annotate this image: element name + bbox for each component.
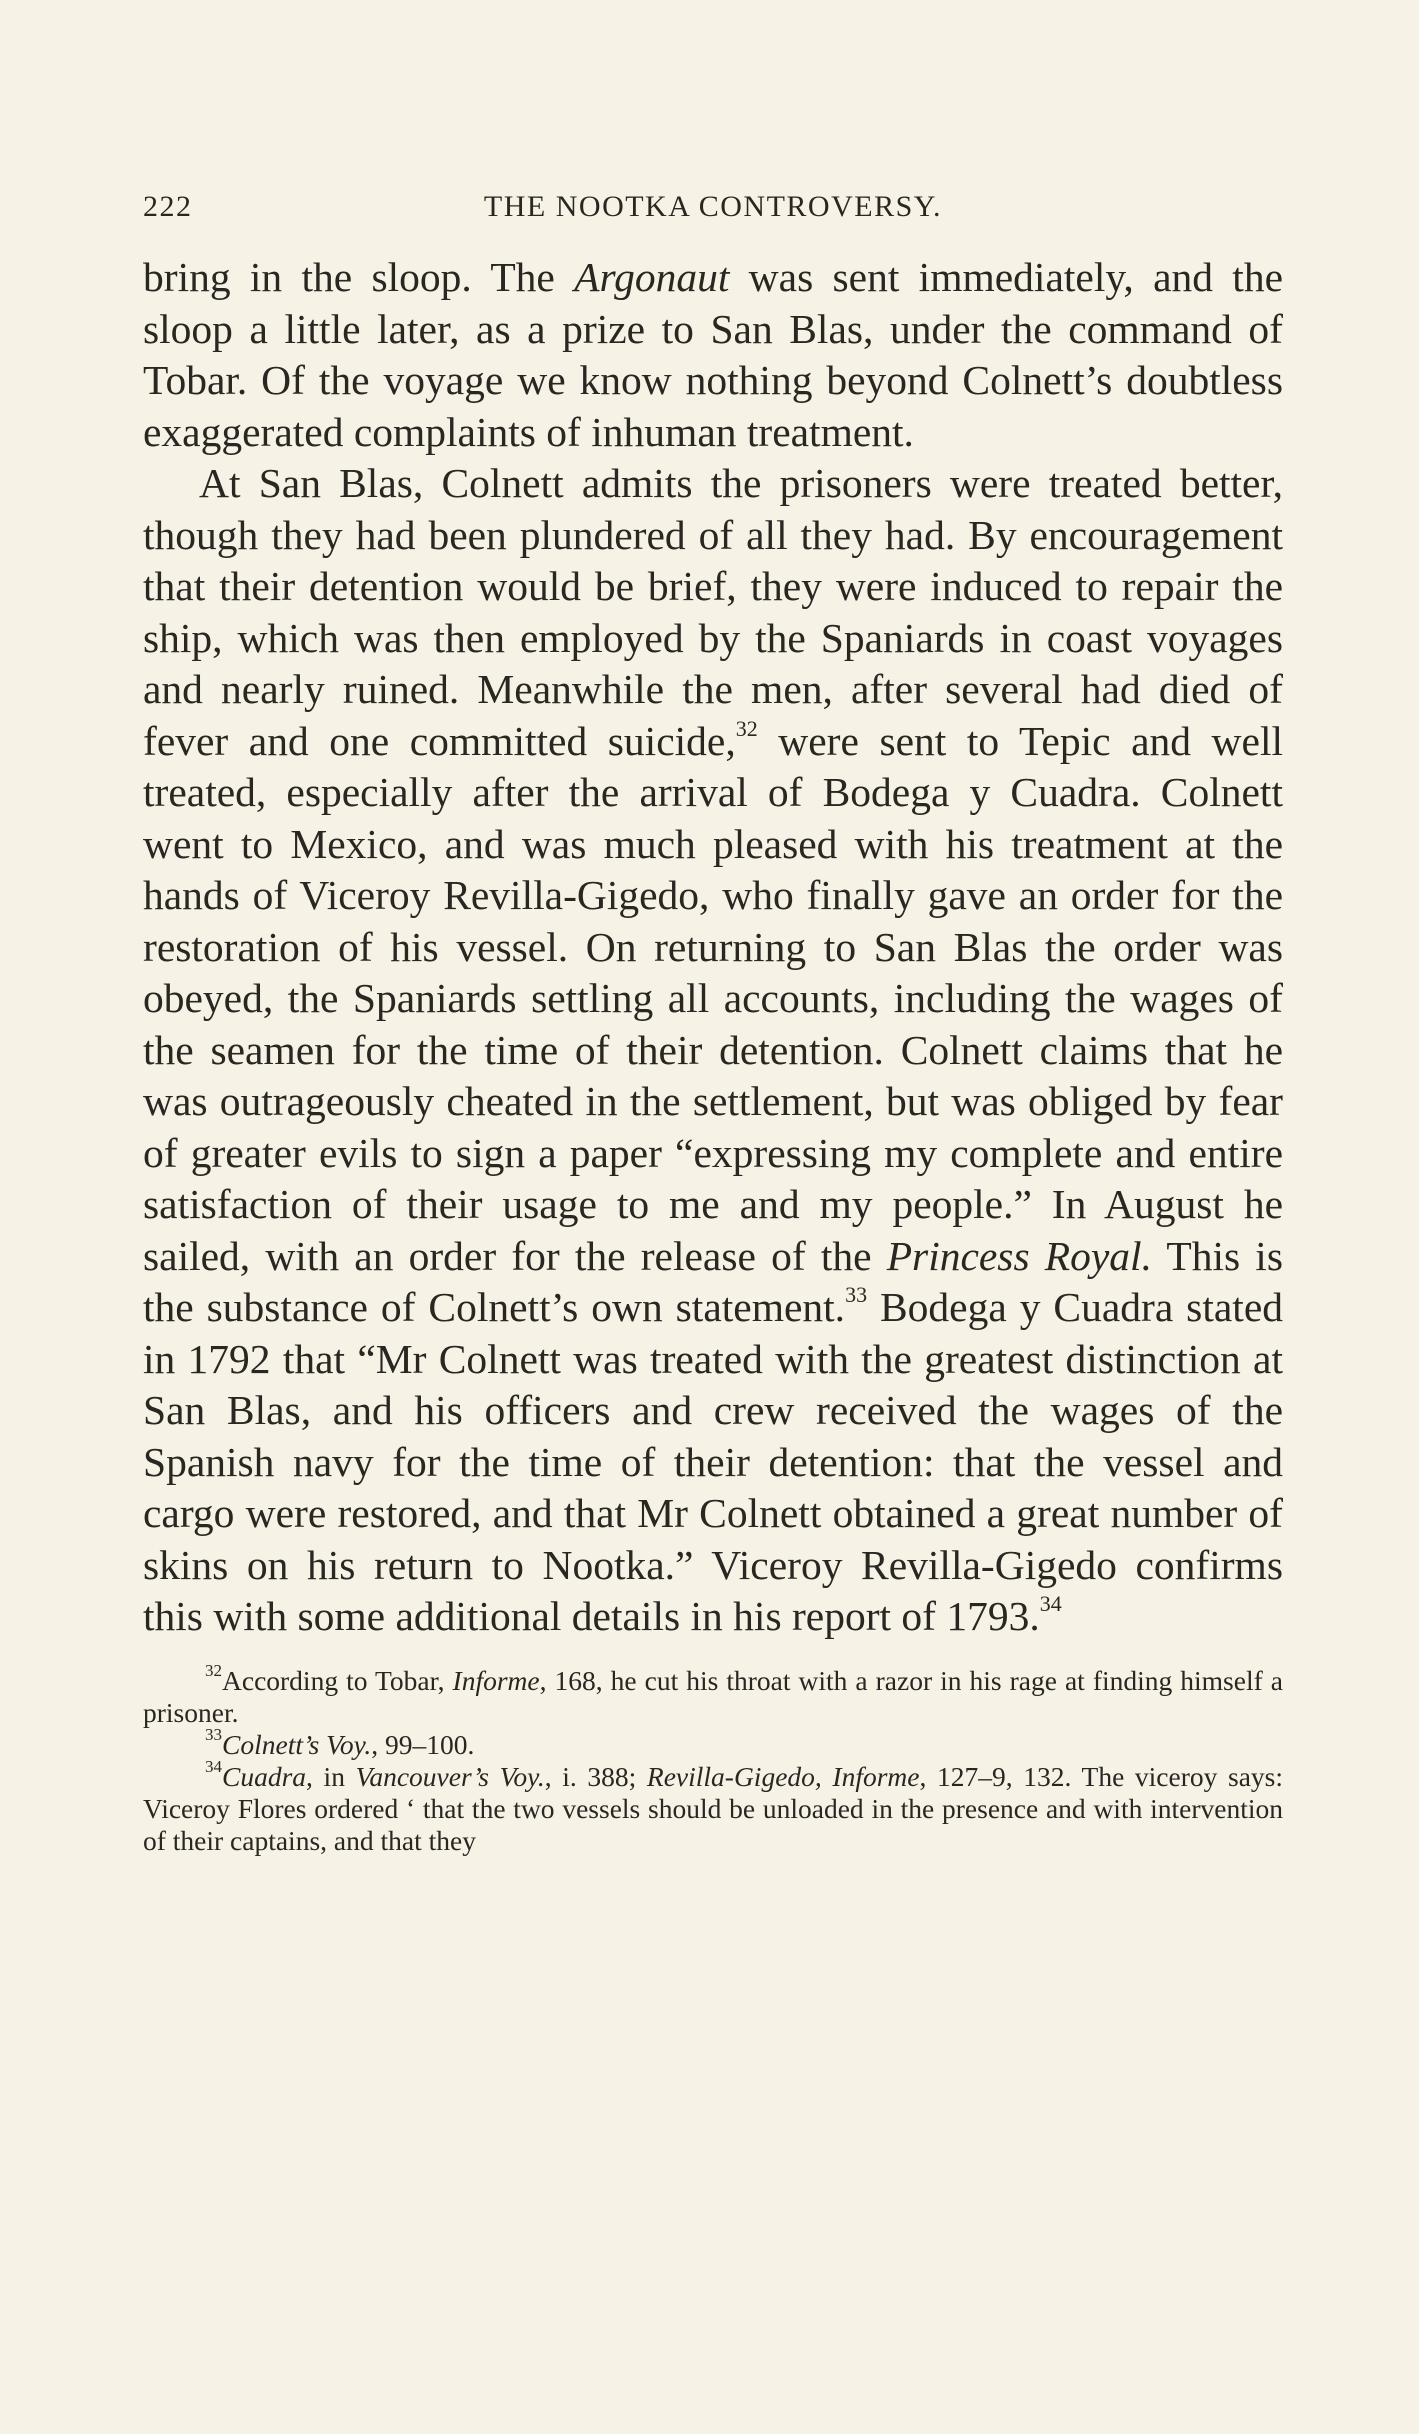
footnote-number: 32 [205, 1661, 222, 1681]
paragraph-2-text-a: At San Blas, Colnett admits the prisoners were treated better, though they had been plundered of all they had. By encouragement that their detention would be brief, they were induced to repair the ship, which was then employed by the Spaniards in coast voyages and nearly ruined. Meanwhile the men, after several had died of fever and one committed suicide, [143, 460, 1283, 764]
paragraph-1 [143, 252, 1283, 458]
paragraph-2-text-b: were sent to Tepic and well treated, especially after the arrival of Bodega y Cuadra. Colnett went to Mexico, and was much pleased with his treatment at the hands of Viceroy Revilla-Gigedo, who finally gave an order for the restoration of his vessel. On returning to San Blas the order was obeyed, the Spaniards settling all accounts, including the wages of the seamen for the time of their detention. Colnett claims that he was outrageously cheated in the settlement, but was obliged by fear of greater evils to sign a paper “expressing my complete and entire satisfaction of their usage to me and my people.” In August he sailed, with an order for the release of the [143, 717, 1284, 1279]
footnotes [143, 1661, 1284, 1857]
footnote-source: Cuadra [222, 1760, 307, 1792]
footnote-text: , 99–100. [371, 1728, 475, 1760]
paragraph-2-text-c: This is the substance of Colnett’s own statement. [143, 1232, 1283, 1330]
footnote-source: Colnett’s Voy. [222, 1728, 372, 1760]
ship-name-argonaut: Argonaut [574, 254, 730, 300]
footnote-ref-32[interactable]: 32 [735, 715, 758, 741]
footnote-text: , i. 388; [544, 1760, 647, 1792]
footnote-number: 33 [205, 1725, 222, 1745]
paragraph-1-text-b: was sent immediately, and the sloop a little later, as a prize to San Blas, under the command of Tobar. Of the voyage we know nothing beyond Colnett’s doubtless exaggerated complaints of inhuman treatment. [143, 254, 1283, 455]
body-text [143, 252, 1283, 1643]
footnote-number: 34 [205, 1757, 222, 1777]
paragraph-2 [143, 458, 1283, 1643]
footnote-32 [143, 1661, 1283, 1729]
footnote-source: Vancouver’s Voy. [355, 1760, 545, 1792]
footnote-ref-33[interactable]: 33 [845, 1282, 868, 1308]
running-title: THE NOOTKA CONTROVERSY. [483, 190, 943, 223]
page-number: 222 [143, 190, 193, 223]
book-page [143, 180, 1283, 1857]
footnote-ref-34[interactable]: 34 [1039, 1591, 1062, 1617]
footnote-text: , in [306, 1760, 356, 1792]
paragraph-2-text-d: Bodega y Cuadra stated in 1792 that “Mr Colnett was treated with the greatest distinction at San Blas, and his officers and crew received the wages of the Spanish navy for the time of their detention: that the vessel and cargo were restored, and that Mr Colnett obtained a great number of skins on his return to Nootka.” Viceroy Revilla-Gigedo confirms this with some additional details in his report of 1793. [143, 1284, 1283, 1639]
footnote-34 [143, 1757, 1284, 1857]
paragraph-1-text-a: bring in the sloop. The [143, 254, 575, 300]
footnote-text: , 168, he cut his throat with a razor in his rage at finding himself a prisoner. [143, 1664, 1283, 1728]
running-head [143, 180, 1283, 230]
footnote-source: Revilla-Gigedo, Informe [646, 1760, 920, 1792]
footnote-33 [143, 1725, 1283, 1761]
footnote-text: , 127–9, 132. The viceroy says: Viceroy Flores ordered ‘ that the two vessels should be unloaded in the presence and with intervention of their captains, and that they [143, 1760, 1284, 1856]
footnote-text: According to Tobar, [222, 1664, 453, 1696]
footnote-source: Informe [452, 1664, 540, 1696]
ship-name-princess-royal: Princess Royal. [886, 1232, 1152, 1279]
